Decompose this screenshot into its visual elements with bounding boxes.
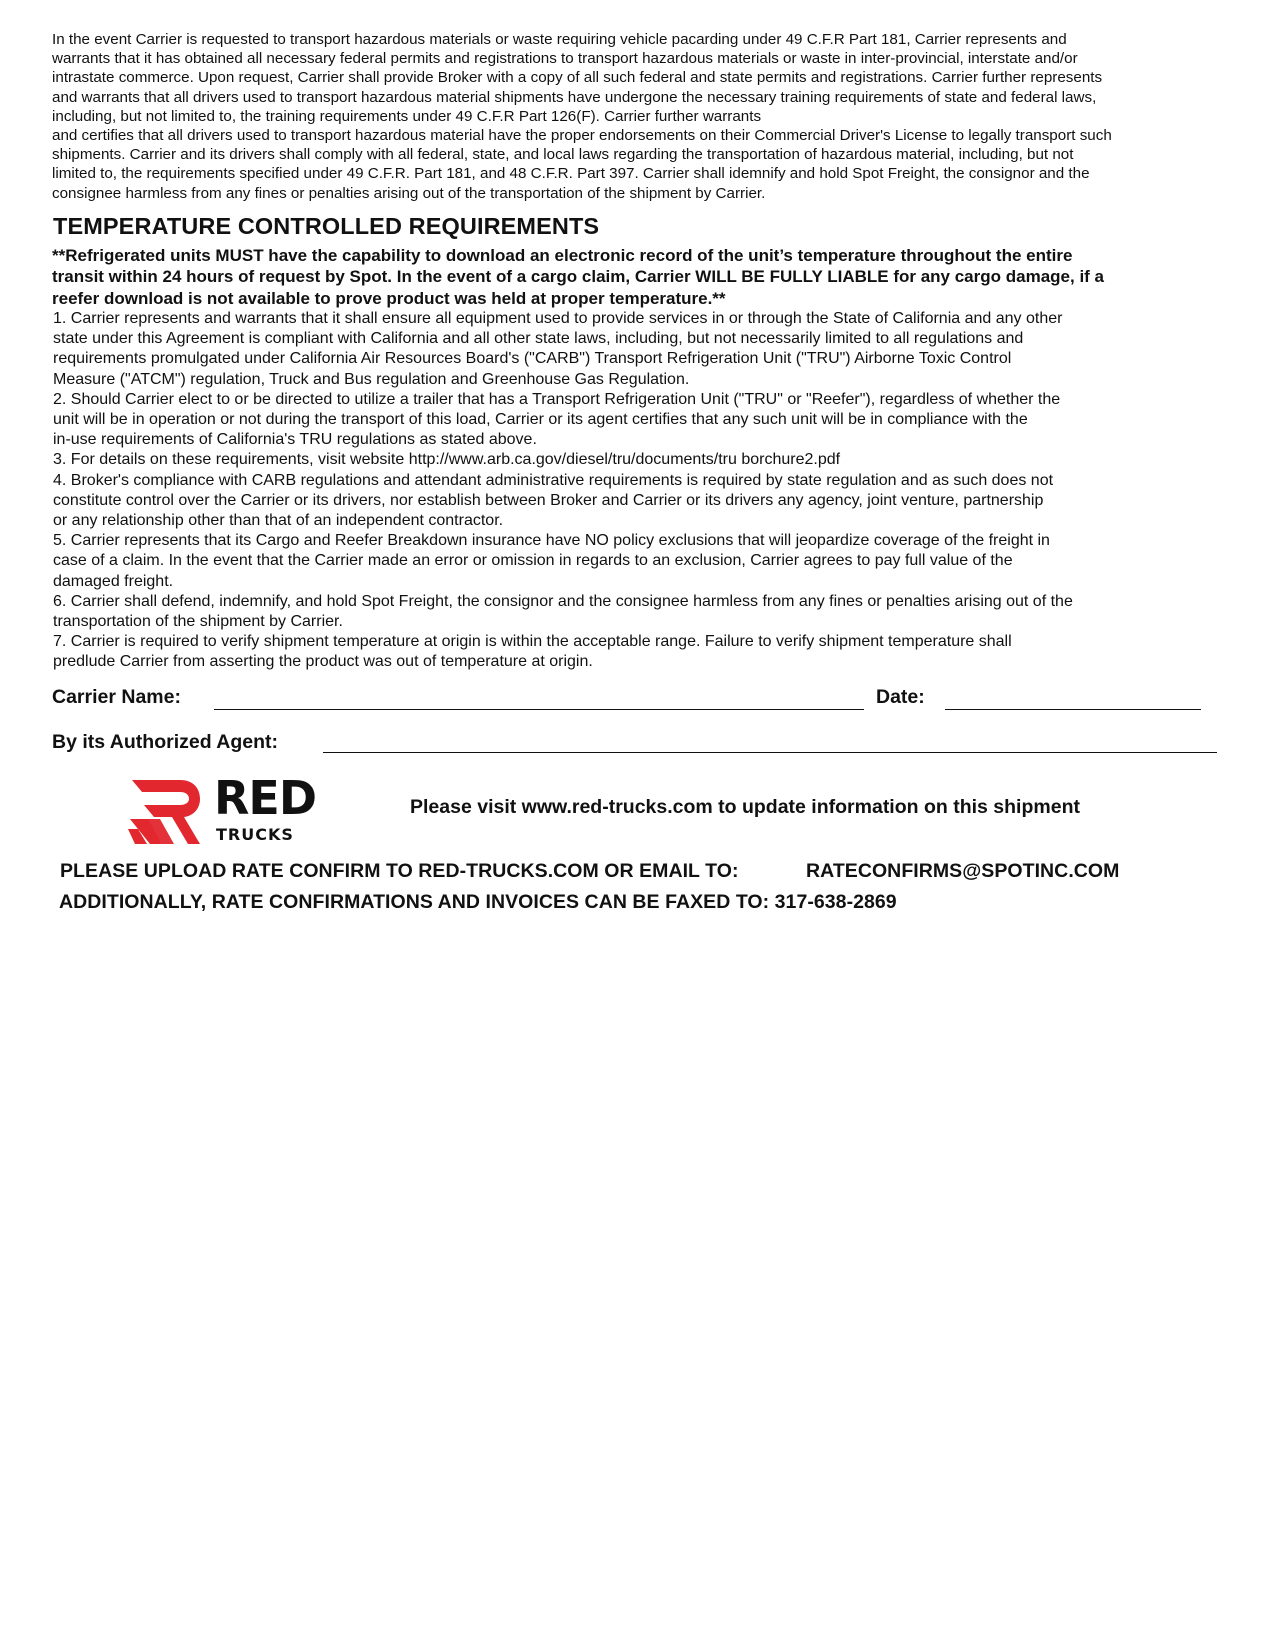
hazmat-line: consignee harmless from any fines or penalties arising out of the transportation of the shipment by Carrier. bbox=[52, 184, 766, 202]
requirement-line: or any relationship other than that of an independent contractor. bbox=[53, 512, 504, 530]
hazmat-line: and certifies that all drivers used to transport hazardous material have the proper endorsements on their Commercial Driver's License to legally transport such bbox=[52, 127, 1112, 145]
requirements-list bbox=[53, 309, 1228, 673]
warning-line: **Refrigerated units MUST have the capability to download an electronic record of the unit’s temperature throughout the entire bbox=[52, 246, 1073, 265]
warning-line: transit within 24 hours of request by Spot. In the event of a cargo claim, Carrier WILL BE FULLY LIABLE for any cargo damage, if a bbox=[52, 267, 1104, 287]
upload-instructions bbox=[60, 860, 739, 883]
upload-line: PLEASE UPLOAD RATE CONFIRM TO RED-TRUCKS.COM OR EMAIL TO: bbox=[60, 860, 739, 882]
section-heading: TEMPERATURE CONTROLLED REQUIREMENTS bbox=[53, 213, 600, 239]
hazmat-line: shipments. Carrier and its drivers shall comply with all federal, state, and local laws regarding the transportation of hazardous material, including, but not bbox=[52, 146, 1074, 164]
requirement-line: unit will be in operation or not during the transport of this load, Carrier or its agent certifies that any such unit will be in compliance with the bbox=[53, 411, 1028, 429]
red-trucks-logo bbox=[128, 771, 318, 847]
visit-website-text: Please visit www.red-trucks.com to update information on this shipment bbox=[410, 796, 1080, 818]
requirement-line: damaged freight. bbox=[53, 572, 174, 590]
reefer-warning bbox=[52, 245, 1227, 309]
date-field[interactable] bbox=[945, 709, 1201, 710]
hazmat-paragraph bbox=[52, 30, 1227, 203]
hazmat-line: including, but not limited to, the training requirements under 49 C.F.R Part 126(F). Carrier further warrants bbox=[52, 107, 762, 125]
logo-subwordmark: TRUCKS bbox=[216, 825, 294, 844]
hazmat-line: and warrants that all drivers used to transport hazardous material shipments have undergone the necessary training requirements of state and federal laws, bbox=[52, 88, 1097, 106]
requirement-line: 6. Carrier shall defend, indemnify, and hold Spot Freight, the consignor and the consignee harmless from any fines or penalties arising out of the bbox=[53, 592, 1073, 610]
requirement-line: 4. Broker's compliance with CARB regulations and attendant administrative requirements is required by state regulation and as such does not bbox=[53, 471, 1054, 489]
requirement-line: constitute control over the Carrier or its drivers, nor establish between Broker and Carrier or its drivers any agency, joint venture, partnership bbox=[53, 491, 1044, 509]
requirement-line: 3. For details on these requirements, visit website http://www.arb.ca.gov/diesel/tru/documents/tru borchure2.pdf bbox=[53, 451, 841, 469]
requirement-line: in-use requirements of California's TRU regulations as stated above. bbox=[53, 431, 537, 449]
fax-instructions: ADDITIONALLY, RATE CONFIRMATIONS AND INVOICES CAN BE FAXED TO: 317-638-2869 bbox=[59, 891, 897, 913]
authorized-agent-label: By its Authorized Agent: bbox=[52, 731, 279, 753]
hazmat-line: In the event Carrier is requested to transport hazardous materials or waste requiring vehicle pacarding under 49 C.F.R Part 181, Carrier represents and bbox=[52, 31, 1067, 48]
date-label: Date: bbox=[876, 686, 925, 708]
authorized-agent-field[interactable] bbox=[323, 752, 1217, 753]
requirement-line: requirements promulgated under California Air Resources Board's ("CARB") Transport Refrigeration Unit ("TRU") Airborne Toxic Control bbox=[53, 350, 1012, 368]
requirement-line: transportation of the shipment by Carrier. bbox=[53, 613, 343, 631]
warning-line: reefer download is not available to prove product was held at proper temperature.** bbox=[52, 288, 726, 308]
requirement-line: 5. Carrier represents that its Cargo and Reefer Breakdown insurance have NO policy exclusions that will jeopardize coverage of the freight in bbox=[53, 532, 1050, 550]
requirement-line: 1. Carrier represents and warrants that it shall ensure all equipment used to provide services in or through the State of California and any other bbox=[53, 310, 1063, 327]
requirement-line: 2. Should Carrier elect to or be directed to utilize a trailer that has a Transport Refrigeration Unit ("TRU" or "Reefer"), regardless of whether the bbox=[53, 390, 1061, 408]
requirement-line: state under this Agreement is compliant with California and all other state laws, including, but not necessarily limited to all regulations and bbox=[53, 330, 1024, 348]
carrier-name-label: Carrier Name: bbox=[52, 686, 181, 708]
upload-email[interactable]: RATECONFIRMS@SPOTINC.COM bbox=[806, 860, 1120, 882]
requirement-line: Measure ("ATCM") regulation, Truck and Bus regulation and Greenhouse Gas Regulation. bbox=[53, 370, 690, 388]
requirement-line: case of a claim. In the event that the Carrier made an error or omission in regards to an exclusion, Carrier agrees to pay full value of the bbox=[53, 552, 1013, 570]
hazmat-line: warrants that it has obtained all necessary federal permits and registrations to transport hazardous materials or waste in inter-provincial, interstate and/or bbox=[52, 50, 1078, 68]
logo-wordmark: RED bbox=[214, 771, 317, 825]
requirement-line: predlude Carrier from asserting the product was out of temperature at origin. bbox=[53, 653, 593, 671]
carrier-name-field[interactable] bbox=[214, 709, 864, 710]
hazmat-line: intrastate commerce. Upon request, Carrier shall provide Broker with a copy of all such federal and state permits and registrations. Carrier further represents bbox=[52, 69, 1103, 87]
requirement-line: 7. Carrier is required to verify shipment temperature at origin is within the acceptable range. Failure to verify shipment temperature shall bbox=[53, 633, 1012, 651]
hazmat-line: limited to, the requirements specified under 49 C.F.R. Part 181, and 48 C.F.R. Part 397. Carrier shall idemnify and hold Spot Freight, the consignor and the bbox=[52, 165, 1090, 183]
